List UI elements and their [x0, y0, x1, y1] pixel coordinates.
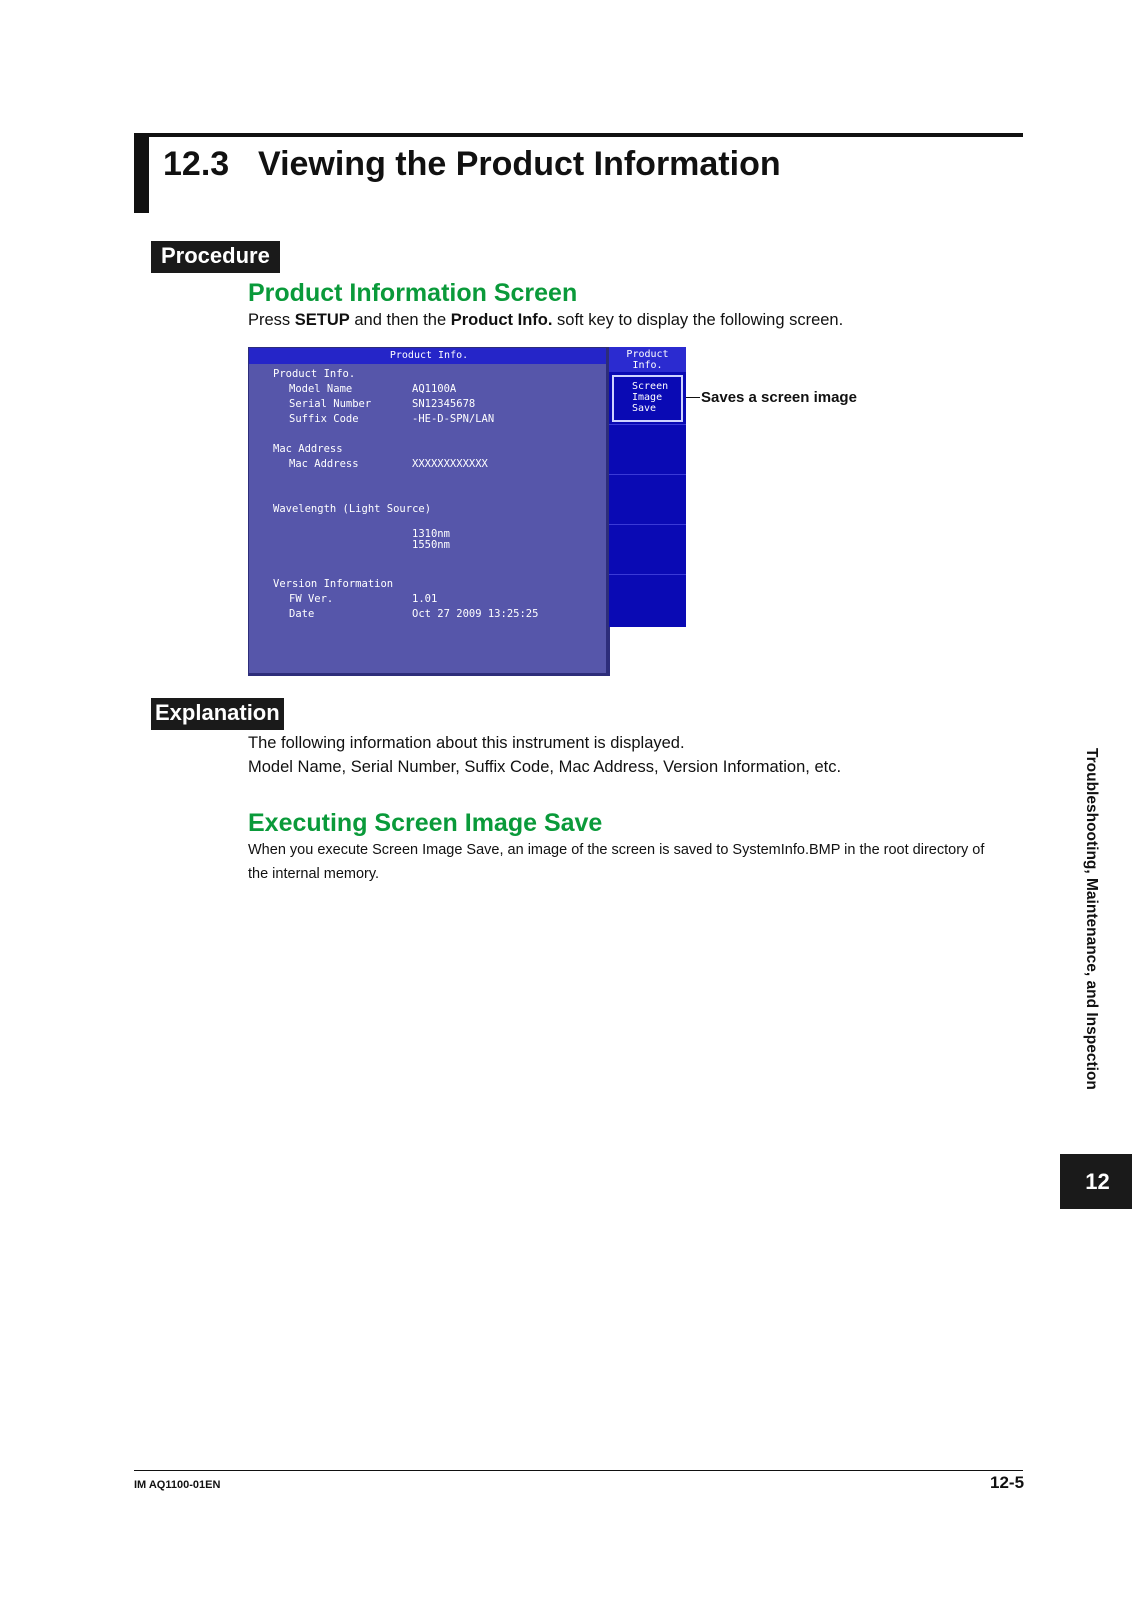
screen-model-name-value: AQ1100A: [412, 383, 457, 395]
side-chapter-title: Troubleshooting, Maintenance, and Inspection: [1083, 748, 1100, 1090]
manual-id: IM AQ1100-01EN: [134, 1479, 221, 1491]
procedure-text-3: soft key to display the following screen.: [552, 311, 844, 329]
procedure-label: Procedure: [151, 241, 280, 273]
screen-date-value: Oct 27 2009 13:25:25: [412, 608, 539, 620]
screen-wavelength-label: Wavelength (Light Source): [273, 503, 432, 515]
procedure-text-2: and then the: [349, 311, 451, 329]
screen-save-text-2: the internal memory.: [248, 866, 380, 882]
procedure-instruction: [248, 311, 843, 330]
softkey-header-line1: Product: [626, 349, 669, 360]
screen-fw-label: FW Ver.: [289, 593, 334, 605]
callout-line: [686, 397, 700, 398]
product-info-heading: Product Information Screen: [248, 279, 578, 307]
screen-mac-label: Mac Address: [289, 458, 359, 470]
screen-serial-number-label: Serial Number: [289, 398, 372, 410]
screen-product-info-label: Product Info.: [273, 368, 356, 380]
product-info-key-name: Product Info.: [450, 311, 553, 329]
title-rule: [134, 133, 1023, 137]
screen-suffix-code-label: Suffix Code: [289, 413, 359, 425]
screen-version-label: Version Information: [273, 578, 394, 590]
screen-wavelength-1: 1310nm: [412, 528, 450, 540]
screen-mac-section-label: Mac Address: [273, 443, 343, 455]
screen-mac-value: XXXXXXXXXXXX: [412, 458, 488, 470]
setup-key-name: SETUP: [294, 311, 350, 329]
section-number: 12.3: [163, 145, 230, 183]
footer-rule: [134, 1470, 1023, 1471]
screen-serial-number-value: SN12345678: [412, 398, 476, 410]
screen-suffix-code-value: -HE-D-SPN/LAN: [412, 413, 495, 425]
softkey-label-line2: Image: [632, 392, 663, 403]
page-number: 12-5: [990, 1473, 1025, 1492]
screen-edge-shadow: [248, 673, 608, 676]
section-title: Viewing the Product Information: [258, 145, 781, 183]
chapter-number-tab: 12: [1060, 1154, 1132, 1209]
explanation-line-2: Model Name, Serial Number, Suffix Code, Mac Address, Version Information, etc.: [248, 758, 842, 776]
explanation-line-1: The following information about this instrument is displayed.: [248, 734, 685, 752]
softkey-header-line2: Info.: [632, 360, 663, 371]
softkey-blank-5[interactable]: [609, 574, 686, 627]
screen-wavelength-2: 1550nm: [412, 539, 450, 551]
softkey-blank-3[interactable]: [609, 474, 686, 524]
instrument-screen: [248, 347, 610, 676]
screen-fw-value: 1.01: [412, 593, 438, 605]
softkey-label-line1: Screen: [632, 381, 669, 392]
title-bar-decoration: [134, 136, 149, 213]
softkey-blank-2[interactable]: [609, 424, 686, 474]
procedure-text-1: Press: [248, 311, 295, 329]
softkey-blank-4[interactable]: [609, 524, 686, 574]
screen-date-label: Date: [289, 608, 315, 620]
softkey-header: [609, 347, 686, 372]
softkey-label-line3: Save: [632, 403, 657, 414]
explanation-label: Explanation: [151, 698, 284, 730]
screen-save-heading: Executing Screen Image Save: [248, 809, 603, 837]
screen-save-text-1: When you execute Screen Image Save, an image of the screen is saved to SystemInfo.BMP in the root directory of: [248, 842, 985, 858]
screen-title: Product Info.: [249, 348, 609, 364]
callout-text: Saves a screen image: [701, 389, 857, 406]
screen-image-save-softkey[interactable]: [612, 375, 683, 422]
screen-model-name-label: Model Name: [289, 383, 353, 395]
softkey-panel: [609, 347, 686, 627]
